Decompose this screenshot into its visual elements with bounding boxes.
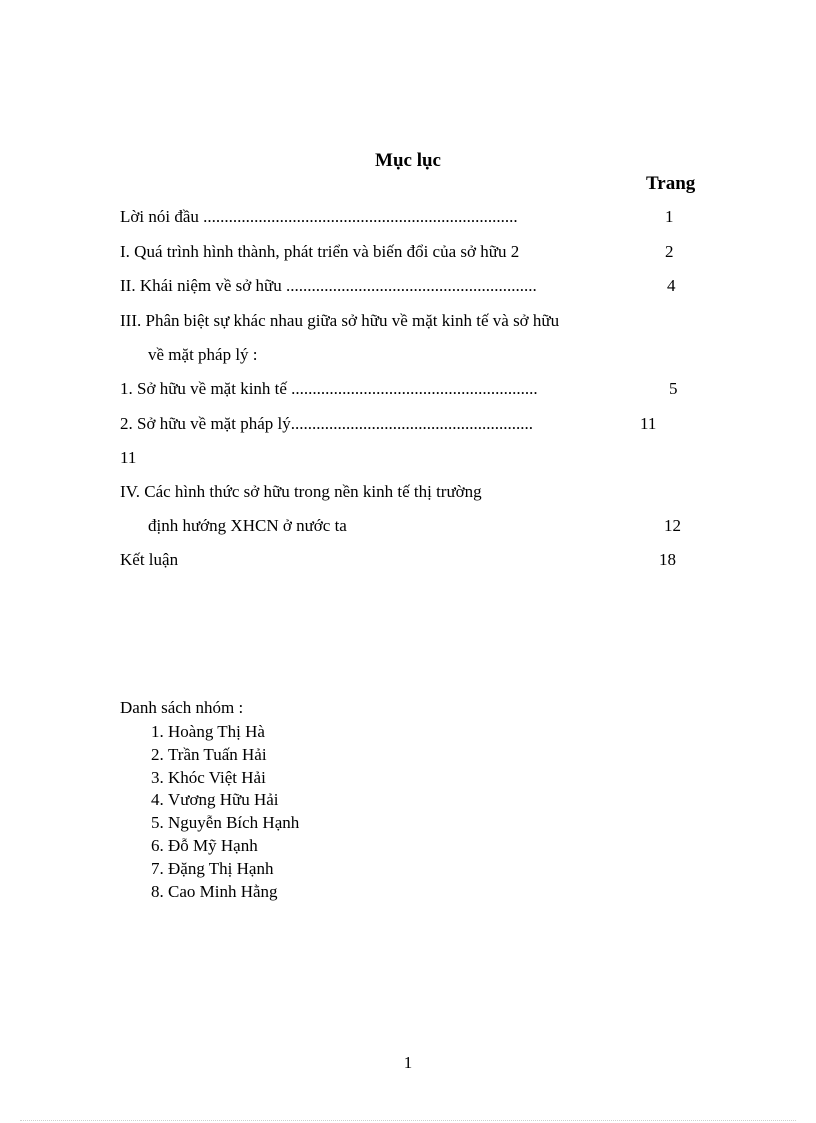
- toc-entry-text: về mặt pháp lý :: [148, 345, 258, 364]
- toc-entry-page: 2: [665, 242, 674, 261]
- toc-entry-page: 5: [669, 379, 678, 398]
- list-item: 7. Đặng Thị Hạnh: [168, 858, 299, 881]
- page-column-header: Trang: [646, 173, 696, 194]
- members-title: Danh sách nhóm :: [120, 698, 244, 717]
- page-title: Mục lục: [375, 150, 441, 171]
- list-item: 5. Nguyễn Bích Hạnh: [168, 812, 299, 835]
- toc-entry-text: 2. Sở hữu về mặt pháp lý.........................................................: [120, 414, 533, 433]
- list-item: 1. Hoàng Thị Hà: [168, 721, 299, 744]
- toc-entry-text: II. Khái niệm về sở hữu ...........................................................: [120, 276, 537, 295]
- toc-entry-text: IV. Các hình thức sở hữu trong nền kinh tế thị trường: [120, 482, 482, 501]
- list-item: 8. Cao Minh Hằng: [168, 881, 299, 904]
- page-number: 1: [403, 1053, 413, 1072]
- toc-entry-text: III. Phân biệt sự khác nhau giữa sở hữu về mặt kinh tế và sở hữu: [120, 311, 560, 330]
- list-item: 3. Khóc Việt Hải: [168, 767, 299, 790]
- list-item: 6. Đỗ Mỹ Hạnh: [168, 835, 299, 858]
- toc-entry-page: 18: [659, 550, 676, 569]
- toc-entry-text: I. Quá trình hình thành, phát triển và biến đổi của sở hữu 2: [120, 242, 520, 261]
- list-item: 2. Trần Tuấn Hải: [168, 744, 299, 767]
- toc-entry-text: định hướng XHCN ở nước ta: [148, 516, 347, 535]
- toc-entry-text: Lời nói đầu ..........................................................................: [120, 207, 518, 226]
- toc-entry-page: 12: [664, 516, 681, 535]
- page-bottom-divider: [20, 1120, 796, 1121]
- toc-stray-text: 11: [120, 448, 137, 467]
- toc-entry-page: 4: [667, 276, 676, 295]
- list-item: 4. Vương Hữu Hải: [168, 789, 299, 812]
- members-list: [120, 721, 299, 903]
- toc-entry-page: 1: [665, 207, 674, 226]
- toc-entry-text: 1. Sở hữu về mặt kinh tế ..........................................................: [120, 379, 538, 398]
- toc-entry-page: 11: [640, 414, 657, 433]
- toc-entry-text: Kết luận: [120, 550, 179, 569]
